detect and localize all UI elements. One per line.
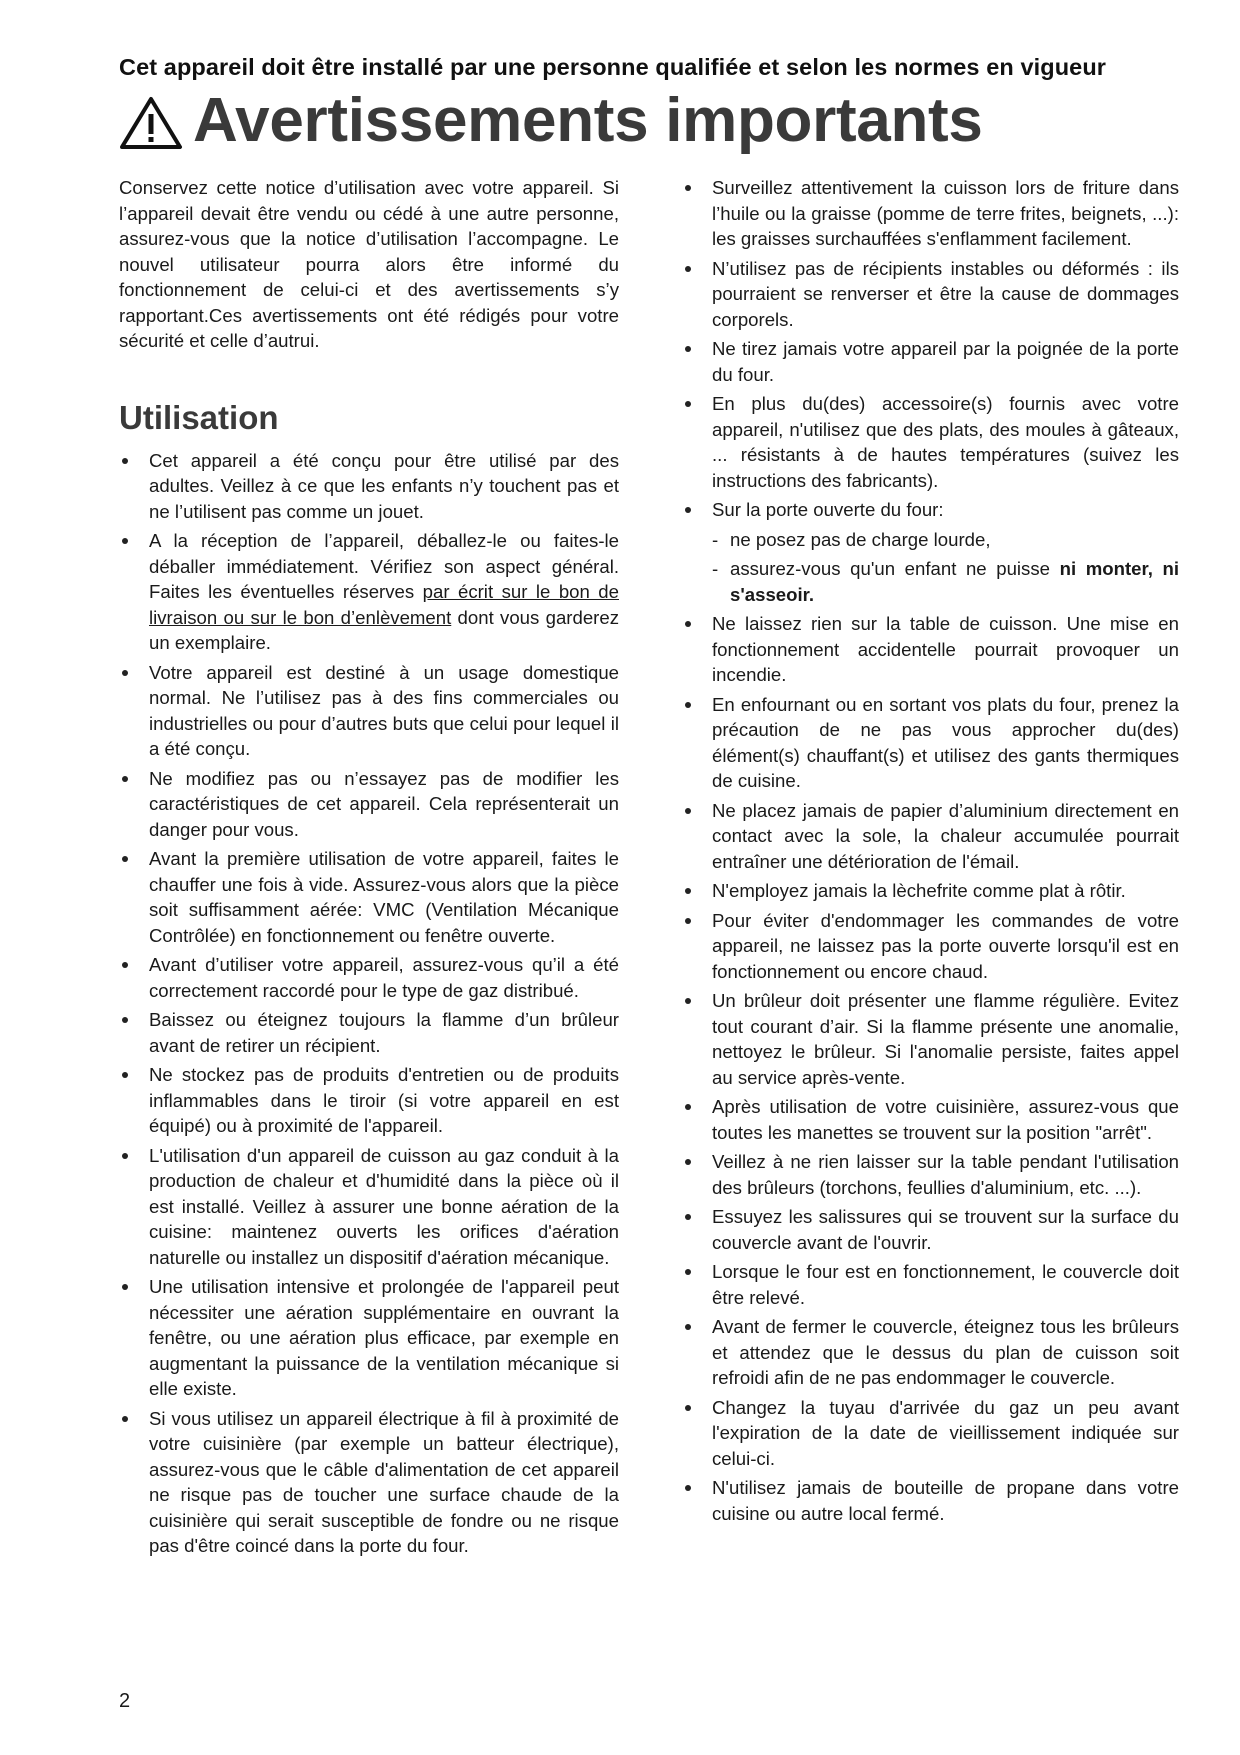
right-column — [682, 175, 1179, 1530]
bullet-icon — [685, 1405, 691, 1411]
bullet-icon — [685, 1485, 691, 1491]
bullet-icon — [122, 1017, 128, 1023]
list-item: Ne placez jamais de papier d’aluminium directement en contact avec la sole, la chaleur accumulée pourrait entraîner une détérioration de l'émail. — [682, 798, 1179, 875]
bullet-icon — [122, 1153, 128, 1159]
list-item: Avant de fermer le couvercle, éteignez tous les brûleurs et attendez que le dessus du plan de cuisson soit refroidi afin de ne pas endommager le couvercle. — [682, 1314, 1179, 1391]
bold-text: ni monter, ni s'asseoir. — [730, 558, 1179, 605]
bullet-icon — [685, 1269, 691, 1275]
bullet-icon — [685, 346, 691, 352]
bullet-icon — [122, 1284, 128, 1290]
bullet-icon — [685, 918, 691, 924]
list-item: Essuyez les salissures qui se trouvent sur la surface du couvercle avant de l'ouvrir. — [682, 1204, 1179, 1255]
list-item: N'employez jamais la lèchefrite comme plat à rôtir. — [682, 878, 1179, 904]
bullet-icon — [122, 538, 128, 544]
sub-item: - ne posez pas de charge lourde, — [712, 528, 991, 550]
list-item: A la réception de l’appareil, déballez-le ou faites-le déballer immédiatement. Vérifiez son aspect général. Faites les éventuelles réserves par écrit sur le bon de livraison ou sur le bon d’enlèvement dont vous garderez un exemplaire. — [119, 528, 619, 656]
bullet-icon — [122, 856, 128, 862]
list-item: Cet appareil a été conçu pour être utilisé par des adultes. Veillez à ce que les enfants n’y touchent pas et ne l’utilisent pas comme un jouet. — [119, 448, 619, 525]
bullet-icon — [122, 962, 128, 968]
bullet-icon — [122, 1416, 128, 1422]
page-number: 2 — [119, 1690, 131, 1712]
bullet-icon — [685, 401, 691, 407]
list-item: Baissez ou éteignez toujours la flamme d’un brûleur avant de retirer un récipient. — [119, 1007, 619, 1058]
list-item: Sur la porte ouverte du four: - ne posez pas de charge lourde, - assurez-vous qu'un enfant ne puisse ni monter, ni s'asseoir. — [682, 497, 1179, 607]
bullet-icon — [122, 1072, 128, 1078]
bullet-icon — [122, 670, 128, 676]
list-item: Si vous utilisez un appareil électrique à fil à proximité de votre cuisinière (par exemple un batteur électrique), assurez-vous que le câble d'alimentation de cet appareil ne risque pas de toucher une surface chaude de la cuisinière qui serait susceptible de fondre ou ne risque pas d'être coincé dans la porte du four. — [119, 1406, 619, 1559]
left-warning-list — [119, 448, 619, 1559]
bullet-icon — [685, 1159, 691, 1165]
list-item: L'utilisation d'un appareil de cuisson au gaz conduit à la production de chaleur et d'humidité dans la pièce où il est installé. Veillez à assurer une bonne aération de la cuisine: maintenez ouverts les orifices d'aération naturelle ou installez un dispositif d'aération mécanique. — [119, 1143, 619, 1271]
bullet-icon — [685, 185, 691, 191]
intro-paragraph: Conservez cette notice d’utilisation avec votre appareil. Si l’appareil devait être vendu ou cédé à une autre personne, assurez-vous que la notice d’utilisation l’accompagne. Le nouvel utilisateur pourra alors être informé du fonctionnement de celui-ci et des avertissements s’y rapportant.Ces avertissements ont été rédigés pour votre sécurité et celle d’autrui. — [119, 177, 619, 351]
list-item: Lorsque le four est en fonctionnement, le couvercle doit être relevé. — [682, 1259, 1179, 1310]
bullet-icon — [685, 888, 691, 894]
list-item: Ne stockez pas de produits d'entretien ou de produits inflammables dans le tiroir (si votre appareil en est équipé) ou à proximité de l'appareil. — [119, 1062, 619, 1139]
list-item: En enfournant ou en sortant vos plats du four, prenez la précaution de ne pas vous approcher du(des) élément(s) chauffant(s) et utilisez des gants thermiques de cuisine. — [682, 692, 1179, 794]
list-item: Ne laissez rien sur la table de cuisson. Une mise en fonctionnement accidentelle pourrait provoquer un incendie. — [682, 611, 1179, 688]
list-item: Une utilisation intensive et prolongée de l'appareil peut nécessiter une aération supplémentaire en ouvrant la fenêtre, ou une aération plus efficace, par exemple en augmentant la puissance de la ventilation mécanique si elle existe. — [119, 1274, 619, 1402]
list-item: Changez la tuyau d'arrivée du gaz un peu avant l'expiration de la date de vieillissement indiquée sur celui-ci. — [682, 1395, 1179, 1472]
bullet-icon — [122, 776, 128, 782]
list-item: Ne modifiez pas ou n’essayez pas de modifier les caractéristiques de cet appareil. Cela représenterait un danger pour vous. — [119, 766, 619, 843]
list-item: Ne tirez jamais votre appareil par la poignée de la porte du four. — [682, 336, 1179, 387]
left-column — [119, 175, 619, 1563]
list-item: En plus du(des) accessoire(s) fournis avec votre appareil, n'utilisez que des plats, des moules à gâteaux, ... résistants à de hautes températures (suivez les instructions des fabricants). — [682, 391, 1179, 493]
bullet-icon — [685, 1104, 691, 1110]
warning-triangle-icon — [119, 95, 183, 151]
list-item: Après utilisation de votre cuisinière, assurez-vous que toutes les manettes se trouvent sur la position "arrêt". — [682, 1094, 1179, 1145]
list-item: Votre appareil est destiné à un usage domestique normal. Ne l’utilisez pas à des fins commerciales ou industrielles ou pour d’autres buts que celui pour lequel il a été conçu. — [119, 660, 619, 762]
list-item: Avant la première utilisation de votre appareil, faites le chauffer une fois à vide. Assurez-vous alors que la pièce soit suffisamment aérée: VMC (Ventilation Mécanique Contrôlée) en fonctionnement ou fenêtre ouverte. — [119, 846, 619, 948]
bullet-icon — [685, 1214, 691, 1220]
list-item: Surveillez attentivement la cuisson lors de friture dans l’huile ou la graisse (pomme de terre frites, beignets, ...): les graisses surchauffées s'enflamment facilement. — [682, 175, 1179, 252]
list-item: N’utilisez pas de récipients instables ou déformés : ils pourraient se renverser et être la cause de dommages corporels. — [682, 256, 1179, 333]
sub-item: - assurez-vous qu'un enfant ne puisse ni monter, ni s'asseoir. — [712, 558, 1179, 605]
bullet-icon — [685, 266, 691, 272]
page-title-text: Avertissements importants — [193, 85, 983, 155]
bullet-icon — [685, 621, 691, 627]
section-heading-utilisation: Utilisation — [119, 398, 279, 436]
list-item: Avant d’utiliser votre appareil, assurez-vous qu’il a été correctement raccordé pour le type de gaz distribué. — [119, 952, 619, 1003]
list-item: Veillez à ne rien laisser sur la table pendant l'utilisation des brûleurs (torchons, feullies d'aluminium, etc. ...). — [682, 1149, 1179, 1200]
list-item: Un brûleur doit présenter une flamme régulière. Evitez tout courant d’air. Si la flamme présente une anomalie, nettoyez le brûleur. Si l'anomalie persiste, faites appel au service après-vente. — [682, 988, 1179, 1090]
bullet-icon — [685, 1324, 691, 1330]
installation-notice: Cet appareil doit être installé par une personne qualifiée et selon les normes en vigueur — [119, 54, 1107, 80]
bullet-icon — [685, 702, 691, 708]
page-title — [119, 80, 983, 160]
bullet-icon — [122, 458, 128, 464]
bullet-icon — [685, 808, 691, 814]
bullet-icon — [685, 507, 691, 513]
bullet-icon — [685, 998, 691, 1004]
door-sublist — [712, 527, 1179, 608]
right-warning-list — [682, 175, 1179, 1526]
underlined-text: par écrit sur le bon de livraison ou sur le bon d’enlèvement — [149, 581, 619, 628]
list-item: Pour éviter d'endommager les commandes de votre appareil, ne laissez pas la porte ouverte lorsqu'il est en fonctionnement ou encore chaud. — [682, 908, 1179, 985]
list-item: N'utilisez jamais de bouteille de propane dans votre cuisine ou autre local fermé. — [682, 1475, 1179, 1526]
